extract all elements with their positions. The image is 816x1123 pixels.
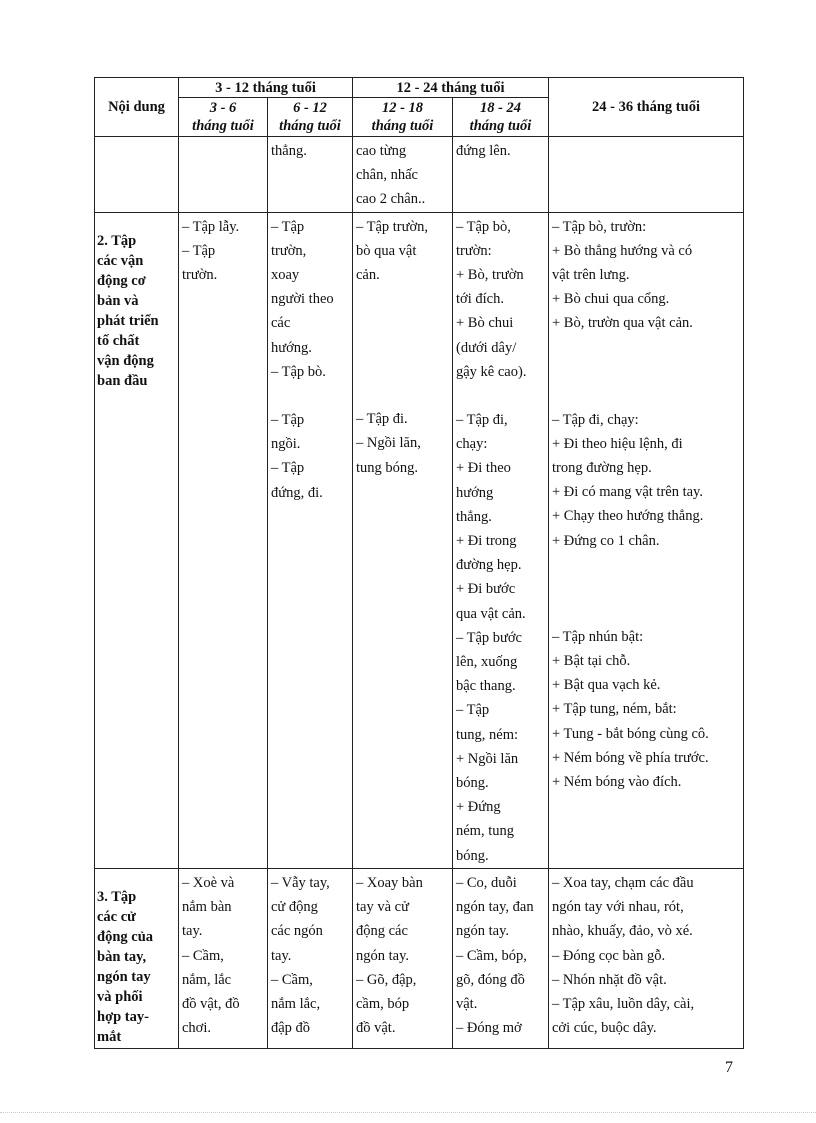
topic-cell — [95, 137, 179, 213]
cell-line: – Vẫy tay, — [271, 874, 330, 891]
table-cell — [353, 868, 453, 1048]
cell-line: – Tập bò. — [271, 363, 326, 380]
table-cell — [453, 137, 549, 213]
cell-line: (dưới dây/ — [456, 339, 517, 356]
cell-line: + Đi bước — [456, 581, 516, 598]
cell-line: ngón tay. — [456, 923, 510, 940]
table-cell — [268, 868, 353, 1048]
cell-line: – Tập đi. — [356, 411, 408, 428]
cell-line: trườn: — [456, 242, 492, 259]
cell-line: tung bóng. — [356, 459, 419, 476]
header-6-12: 6 - 12 tháng tuổi — [268, 98, 353, 137]
cell-line: + Bò chui — [456, 315, 514, 332]
cell-line: hướng. — [271, 339, 312, 356]
topic-line: hợp tay- — [97, 1008, 149, 1025]
cell-line: + Bò thẳng hướng và có — [552, 242, 693, 259]
cell-line: – Tập — [182, 242, 216, 259]
cell-line: – Tập bò, trườn: — [552, 218, 647, 235]
cell-line: – Tập — [271, 412, 305, 429]
cell-line: vật. — [456, 995, 478, 1012]
topic-cell — [95, 212, 179, 868]
cell-line: + Đi theo hiệu lệnh, đi — [552, 435, 683, 452]
cell-line: – Đóng cọc bàn gỗ. — [552, 947, 666, 964]
cell-line: tay và cử — [356, 899, 409, 916]
cell-line: + Đi có mang vật trên tay. — [552, 484, 703, 501]
cell-line: cầm, bóp — [356, 995, 410, 1012]
header-group-3-12: 3 - 12 tháng tuổi — [179, 78, 353, 98]
cell-line: cản. — [356, 267, 380, 284]
cell-line: người theo — [271, 291, 334, 308]
page-footer-divider — [0, 1112, 816, 1113]
header-18-24: 18 - 24 tháng tuổi — [453, 98, 549, 137]
page-number: 7 — [725, 1059, 733, 1076]
cell-line: – Cầm, bóp, — [456, 947, 527, 964]
cell-line: các — [271, 315, 291, 332]
cell-line: – Cầm, — [182, 947, 224, 964]
topic-line: ngón tay — [97, 968, 151, 985]
table-row — [95, 212, 744, 868]
cell-line: các ngón — [271, 923, 323, 940]
cell-line: – Xoa tay, chạm các đầu — [552, 874, 694, 891]
cell-line: nắm lắc, — [271, 995, 321, 1012]
cell-line: chạy: — [456, 436, 488, 453]
topic-cell — [95, 868, 179, 1048]
topic-line: phát triển — [97, 312, 159, 329]
table-cell — [179, 137, 268, 213]
cell-line: + Chạy theo hướng thẳng. — [552, 508, 704, 525]
cell-line: tới đích. — [456, 291, 504, 308]
cell-line: – Tập — [456, 702, 490, 719]
cell-line: cao từng — [356, 143, 407, 159]
cell-line: + Tung - bắt bóng cùng cô. — [552, 725, 709, 742]
cell-line: trườn, — [271, 242, 307, 259]
cell-line: lên, xuống — [456, 654, 518, 671]
cell-line: + Bò, trườn — [456, 267, 524, 284]
table-row — [95, 137, 744, 213]
cell-line: thẳng. — [271, 143, 307, 159]
cell-line: + Bò chui qua cổng. — [552, 291, 670, 308]
cell-line: – Co, duỗi — [456, 874, 517, 891]
topic-line: các vận — [97, 252, 144, 269]
cell-line: + Bật tại chỗ. — [552, 653, 631, 670]
table-cell — [549, 137, 744, 213]
cell-line: – Tập trườn, — [356, 218, 429, 235]
cell-line: – Tập lẫy. — [182, 218, 240, 235]
table-cell — [179, 868, 268, 1048]
topic-line: 3. Tập — [97, 888, 137, 905]
cell-line: đồ vật. — [356, 1020, 396, 1037]
cell-line: + Tập tung, ném, bắt: — [552, 701, 677, 718]
cell-line: trong đường hẹp. — [552, 460, 652, 477]
cell-line: + Đứng — [456, 799, 501, 816]
cell-line: gõ, đóng đồ — [456, 971, 525, 988]
table-cell — [353, 212, 453, 868]
cell-line: đứng lên. — [456, 143, 511, 159]
cell-line: cao 2 chân.. — [356, 191, 426, 208]
cell-line: chân, nhấc — [356, 167, 418, 184]
cell-line: đường hẹp. — [456, 557, 522, 574]
topic-line: ban đầu — [97, 372, 148, 389]
topic-line: và phối — [97, 988, 143, 1005]
cell-line: – Tập xâu, luồn dây, cài, — [552, 995, 695, 1012]
table-cell — [353, 137, 453, 213]
cell-line: chơi. — [182, 1020, 212, 1037]
cell-line: động các — [356, 923, 408, 940]
cell-line: – Gõ, đập, — [356, 971, 417, 988]
cell-line: cử động — [271, 899, 318, 916]
development-table — [94, 77, 744, 1049]
cell-line: trườn. — [182, 267, 218, 284]
cell-line: nắm, lắc — [182, 971, 232, 988]
header-content: Nội dung — [95, 78, 179, 137]
header-group-12-24: 12 - 24 tháng tuổi — [353, 78, 549, 98]
cell-line: – Xoè và — [182, 874, 235, 891]
cell-line: – Ngồi lăn, — [356, 435, 421, 452]
cell-line: ngón tay, đan — [456, 899, 534, 916]
cell-line: ngón tay với nhau, rót, — [552, 899, 684, 916]
cell-line: + Ném bóng về phía trước. — [552, 749, 709, 766]
cell-line: – Xoay bàn — [356, 874, 423, 891]
cell-line: cởi cúc, buộc dây. — [552, 1020, 657, 1037]
cell-line: + Ngồi lăn — [456, 750, 519, 767]
cell-line: + Ném bóng vào đích. — [552, 774, 682, 791]
topic-line: các cử — [97, 908, 136, 925]
header-3-6: 3 - 6 tháng tuổi — [179, 98, 268, 137]
cell-line: – Nhón nhặt đồ vật. — [552, 971, 667, 988]
cell-line: – Tập — [271, 460, 305, 477]
cell-line: tay. — [182, 923, 203, 940]
cell-line: + Đi trong — [456, 533, 517, 550]
cell-line: – Đóng mở — [456, 1020, 522, 1037]
header-12-18: 12 - 18 tháng tuổi — [353, 98, 453, 137]
cell-line: nắm bàn — [182, 899, 232, 916]
cell-line: bậc thang. — [456, 678, 516, 695]
cell-line: – Tập — [271, 218, 305, 235]
table-cell — [179, 212, 268, 868]
topic-line: bản và — [97, 292, 139, 309]
cell-line: vật trên lưng. — [552, 267, 630, 284]
cell-line: – Tập bò, — [456, 218, 511, 235]
cell-line: + Bật qua vạch kẻ. — [552, 677, 661, 694]
cell-line: + Bò, trườn qua vật cản. — [552, 315, 693, 332]
header-24-36: 24 - 36 tháng tuổi — [549, 78, 744, 137]
table-cell — [549, 212, 744, 868]
topic-line: 2. Tập — [97, 232, 137, 249]
cell-line: tay. — [271, 947, 292, 964]
cell-line: bóng. — [456, 847, 489, 864]
topic-line: động của — [97, 928, 154, 945]
cell-line: nhào, khuấy, đảo, vò xé. — [552, 923, 693, 940]
cell-line: – Tập nhún bật: — [552, 628, 644, 645]
cell-line: + Đi theo — [456, 460, 511, 477]
cell-line: đập đồ — [271, 1020, 311, 1037]
topic-line: tố chất — [97, 332, 140, 349]
cell-line: đồ vật, đồ — [182, 995, 240, 1012]
table-cell — [268, 137, 353, 213]
cell-line: ném, tung — [456, 823, 514, 840]
topic-line: mắt — [97, 1028, 122, 1045]
cell-line: bò qua vật — [356, 242, 417, 259]
cell-line: ngồi. — [271, 436, 301, 453]
topic-line: động cơ — [97, 272, 146, 289]
table-cell — [268, 212, 353, 868]
table-cell — [549, 868, 744, 1048]
cell-line: tung, ném: — [456, 726, 519, 743]
cell-line: hướng — [456, 484, 494, 501]
cell-line: – Tập bước — [456, 629, 522, 646]
topic-line: bàn tay, — [97, 948, 147, 965]
cell-line: xoay — [271, 267, 300, 284]
cell-line: – Tập đi, — [456, 412, 508, 429]
cell-line: thẳng. — [456, 508, 492, 525]
table-cell — [453, 868, 549, 1048]
cell-line: qua vật cản. — [456, 605, 526, 622]
cell-line: đứng, đi. — [271, 484, 323, 501]
cell-line: bóng. — [456, 775, 489, 792]
topic-line: vận động — [97, 352, 154, 369]
cell-line: ngón tay. — [356, 947, 410, 964]
cell-line: – Tập đi, chạy: — [552, 411, 639, 428]
table-cell — [453, 212, 549, 868]
table-row — [95, 868, 744, 1048]
cell-line: + Đứng co 1 chân. — [552, 532, 660, 549]
cell-line: gậy kê cao). — [456, 363, 527, 380]
cell-line: – Cầm, — [271, 971, 313, 988]
